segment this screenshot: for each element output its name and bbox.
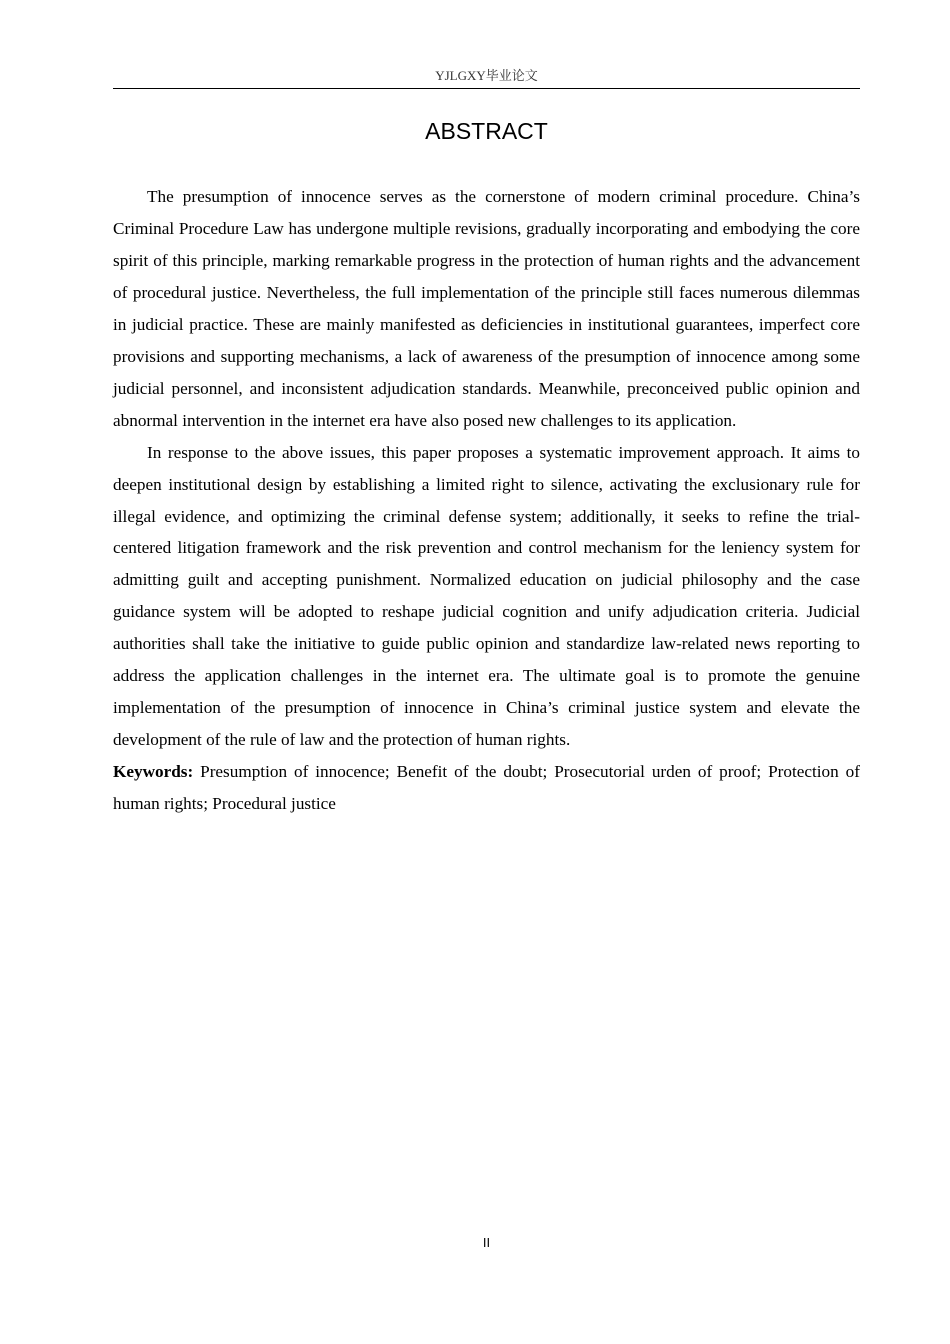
abstract-title: ABSTRACT (425, 118, 548, 144)
abstract-paragraph: The presumption of innocence serves as the cornerstone of modern criminal procedure. China’s Criminal Procedure Law has undergone multiple revisions, gradually incorporating and embodying the core spirit of this principle, marking remarkable progress in the protection of human rights and the advancement of procedural justice. Nevertheless, the full implementation of the principle still faces numerous dilemmas in judicial practice. These are mainly manifested as deficiencies in institutional guarantees, imperfect core provisions and supporting mechanisms, a lack of awareness of the presumption of innocence among some judicial personnel, and inconsistent adjudication standards. Meanwhile, preconceived public opinion and abnormal intervention in the internet era have also posed new challenges to its application. (113, 187, 860, 430)
keywords-line (113, 756, 860, 820)
abstract-paragraph: In response to the above issues, this paper proposes a systematic improvement approach. It aims to deepen institutional design by establishing a limited right to silence, activating the exclusionary rule for illegal evidence, and optimizing the criminal defense system; additionally, it seeks to refine the trial-centered litigation framework and the risk prevention and control mechanism for the leniency system for admitting guilt and accepting punishment. Normalized education on judicial philosophy and the case guidance system will be adopted to reshape judicial cognition and unify adjudication criteria. Judicial authorities shall take the initiative to guide public opinion and standardize law-related news reporting to address the application challenges in the internet era. The ultimate goal is to promote the genuine implementation of the presumption of innocence in China’s criminal justice system and elevate the development of the rule of law and the protection of human rights. (113, 442, 860, 750)
keywords-list: Presumption of innocence; Benefit of the doubt; Prosecutorial urden of proof; Protection of human rights; Procedural justice (113, 762, 860, 814)
page-number: II (482, 1235, 491, 1250)
abstract-body (113, 181, 860, 820)
keywords-label: Keywords: (113, 762, 194, 782)
running-header: YJLGXY毕业论文 (435, 68, 538, 83)
header-rule (113, 88, 860, 89)
